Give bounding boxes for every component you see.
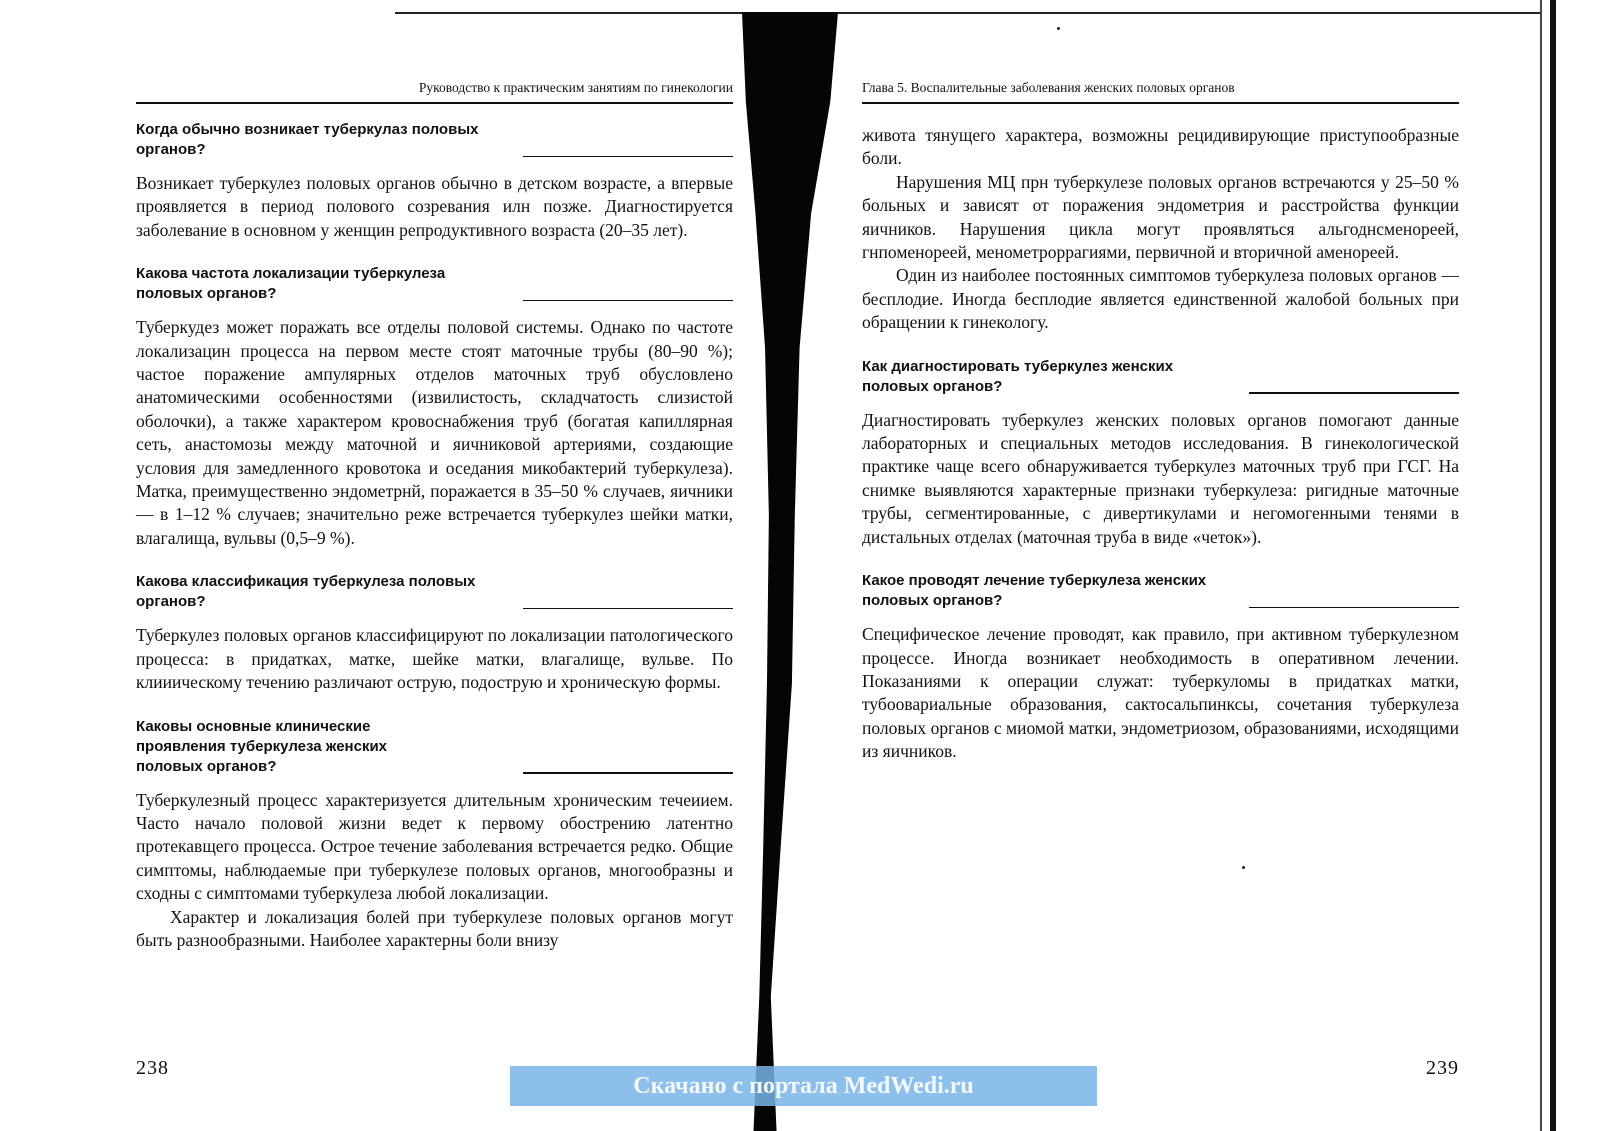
- paragraph: Туберкудез может поражать все отделы половой системы. Однако по частоте локализацин процесса на первом месте стоят маточные трубы (80–90 %); частое поражение ампулярных отделов маточных труб обусловлено анатомическими особенностями (извилистость, складчатость слизистой оболочки), а также характером кровоснабжения труб (богатая капиллярная сеть, анастомозы между маточной и яичниковой артериями, создающие условия для замедленного кровотока и оседания микобактерий туберкулеза). Матка, преимущественно эндометрнй, поражается в 35–50 % случаев, яичники — в 1–12 % случаев; значительно реже встречается туберкулез шейки матки, влагалища, вульвы (0,5–9 %).: [136, 317, 733, 548]
- scan-right-edge-inner: [1540, 0, 1542, 1131]
- book-spine-shadow: [742, 12, 838, 1131]
- paragraph: Нарушения МЦ прн туберкулезе половых органов встречаются у 25–50 % больных и зависят от поражения эндометрия и расстройства функции яичников. Нарушения цикла могут проявляться альгоднсменореей, гнпоменореей, менометроррагиями, первичной и вторичной аменореей.: [862, 171, 1459, 263]
- paragraph: Возникает туберкулез половых органов обычно в детском возрасте, а впервые проявляется в период полового созревания илн позже. Диагностируется заболевание в основном у женщин репродуктивного возраста (20–35 лет).: [136, 173, 733, 240]
- paragraph: Туберкулез половых органов классифицируют по локализации патологического процесса: в придатках, матке, шейке матки, влагалище, вульве. По клииическому течению различают острую, подострую и хроническую формы.: [136, 625, 733, 693]
- paragraph: живота тянущего характера, возможны рецидивирующие приступообразные боли.: [862, 125, 1459, 169]
- section-question: Как диагностировать туберкулез женских половых органов?: [862, 357, 1222, 397]
- scan-speck: [1242, 866, 1245, 869]
- section-question: Какое проводят лечение туберкулеза женских половых органов?: [862, 571, 1222, 611]
- paragraph: Характер и локализация болей при туберкулезе половых органов могут быть разнообразными. Наиболее характерны боли внизу: [136, 906, 733, 950]
- running-head: Глава 5. Воспалительные заболевания женских половых органов: [862, 80, 1459, 104]
- page-number: 238: [136, 1057, 169, 1079]
- scan-right-edge: [1550, 0, 1556, 1131]
- paragraph: Диагностировать туберкулез женских половых органов помогают данные лабораторных и специальных методов исследования. В гинекологической практике чаще всего обнаруживается туберкулез маточных труб при ГСГ. На снимке выявляются характерные признаки туберкулеза: ригидные маточные трубы, сегментированные, с дивертикулами и негомогенными тенями в дистальных отделах (маточная труба в виде «четок»).: [862, 409, 1459, 547]
- scan-speck: [1057, 27, 1060, 30]
- page-body: [136, 120, 733, 952]
- paragraph: Туберкулезный процесс характеризуется длительным хроническим течеиием. Часто начало половой жизни ведет к первому обострению латентно протекавщего процесса. Острое течение заболевания встречается редко. Общие симптомы, наблюдаемые при туберкулезе половых органов, многообразны и сходны с симптомами туберкулеза любой локализации.: [136, 789, 733, 904]
- section-question: Каковы основные клинические проявления туберкулеза женских половых органов?: [136, 717, 436, 777]
- paragraph: Один из наиболее постоянных симптомов туберкулеза половых органов — бесплодие. Иногда бесплодие является единственной жалобой больных при обращении к гинекологу.: [862, 265, 1459, 333]
- section-question: Когда обычно возникает туберкулаз половых органов?: [136, 120, 496, 160]
- watermark-banner: Скачано с портала MedWedi.ru: [510, 1066, 1097, 1106]
- page-body: [862, 124, 1459, 764]
- section-question: Какова классификация туберкулеза половых органов?: [136, 572, 496, 612]
- running-head: Руководство к практическим занятиям по гинекологии: [136, 80, 733, 104]
- section-question: Какова частота локализации туберкулеза половых органов?: [136, 264, 516, 304]
- scan-top-edge: [395, 12, 1540, 14]
- page-number: 239: [1426, 1057, 1459, 1079]
- paragraph: Специфическое лечение проводят, как правило, при активном туберкулезном процессе. Иногда возникает необходимость в оперативном лечении. Показаниями к операции служат: туберкуломы в придатках матки, тубоовариальные образования, сактосальпинксы, сочетания туберкулеза половых органов с миомой матки, эндометриозом, образованиями, исходящими из яичников.: [862, 624, 1459, 762]
